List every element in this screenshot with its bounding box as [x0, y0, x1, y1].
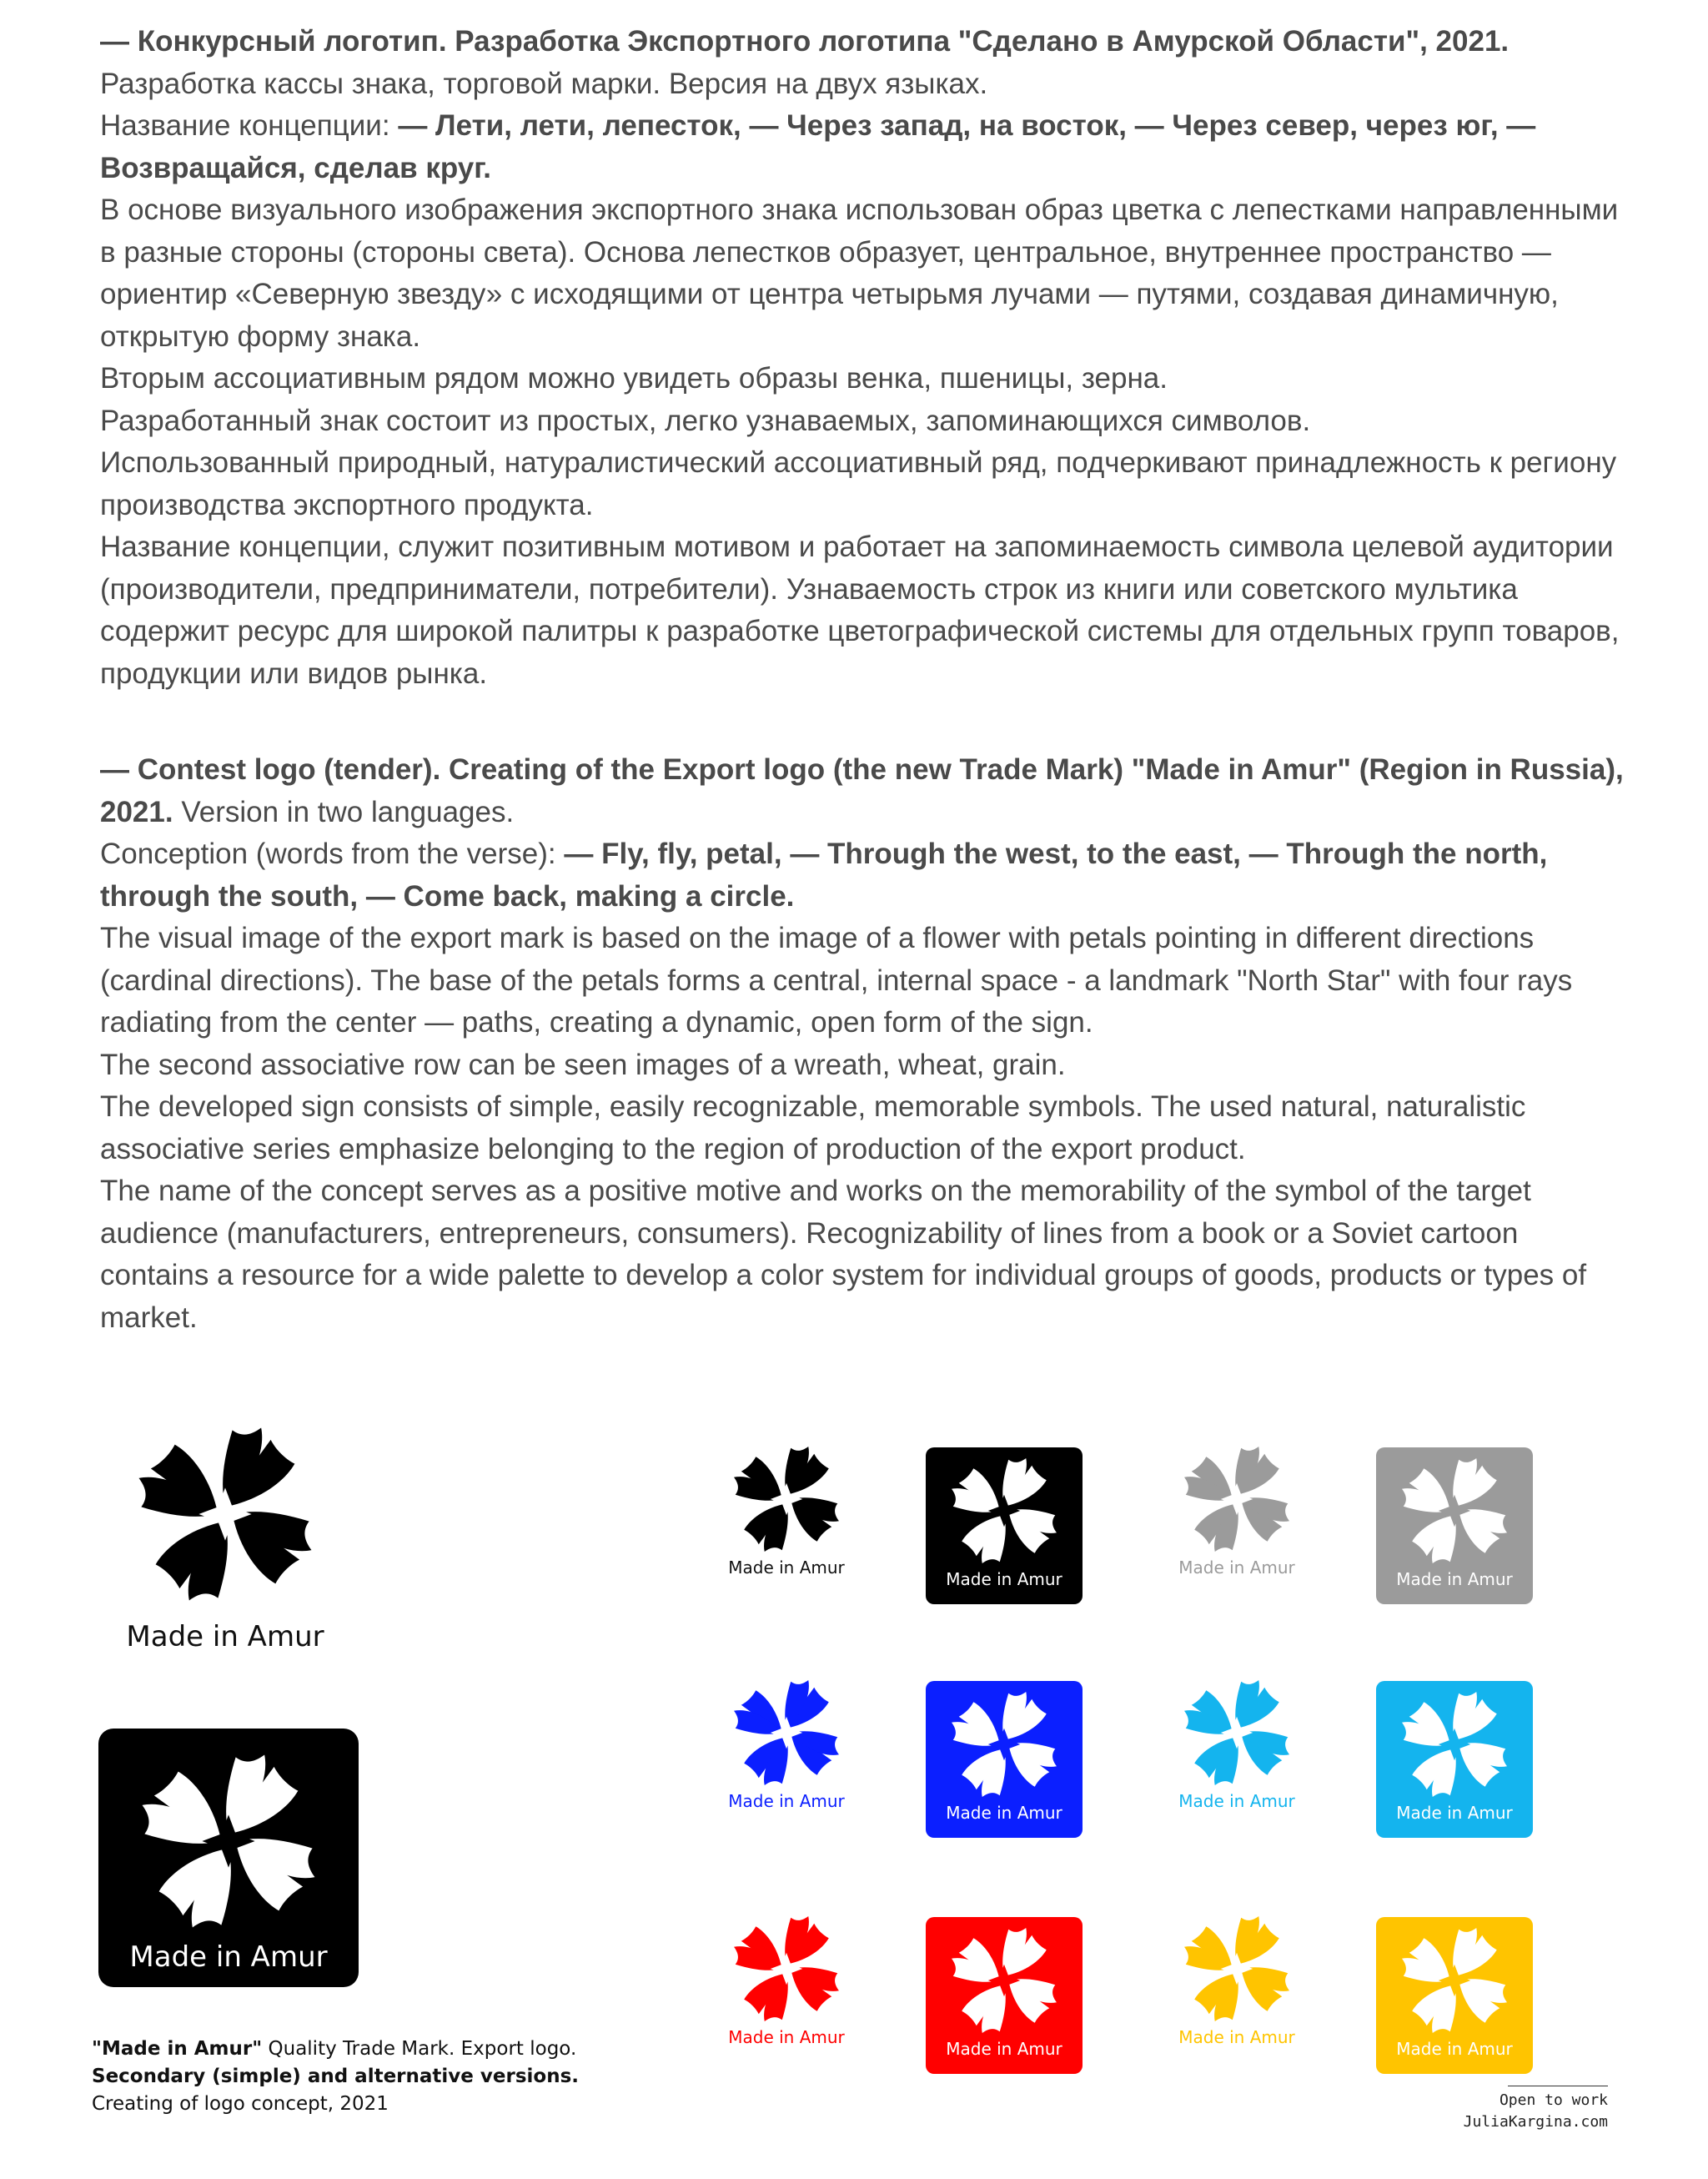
- logo-tile-black: [926, 1447, 1083, 1604]
- english-description: [100, 749, 1626, 1339]
- logo-variant-cyan: [1174, 1674, 1299, 1811]
- logo-caption: [92, 2036, 579, 2118]
- logo-tile-cyan: [1376, 1681, 1533, 1838]
- logo-label: Made in Amur: [1396, 1569, 1513, 1589]
- en-heading: — Contest logo (tender). Creating of the Export logo (the new Trade Mark) "Made in Amur" (Region in Russia), 2021. Version in two languages.: [100, 753, 1624, 828]
- flower-logo-icon: [1178, 1910, 1295, 2027]
- ru-paragraph-2: Вторым ассоциативным рядом можно увидеть образы венка, пшеницы, зерна.: [100, 362, 1168, 395]
- caption-line-2: Secondary (simple) and alternative versions.: [92, 2066, 580, 2087]
- flower-logo-icon: [1178, 1674, 1295, 1791]
- ru-paragraph-4: Использованный природный, натуралистический ассоциативный ряд, подчеркивают принадлежность к региону производства экспортного продукта.: [100, 446, 1617, 521]
- ru-paragraph-3: Разработанный знак состоит из простых, легко узнаваемых, запоминающихся символов.: [100, 404, 1311, 437]
- caption-line-3: Creating of logo concept, 2021: [92, 2093, 389, 2115]
- flower-logo-icon: [1396, 1452, 1513, 1569]
- ru-concept-label: Название концепции:: [100, 109, 390, 142]
- website-link[interactable]: JuliaKargina.com: [1463, 2113, 1608, 2131]
- logo-label: Made in Amur: [129, 1940, 328, 1974]
- logo-tile-gray: [1376, 1447, 1533, 1604]
- logo-tile-blue: [926, 1681, 1083, 1838]
- en-paragraph-3: The developed sign consists of simple, easily recognizable, memorable symbols. The used natural, naturalistic associative series emphasize belonging to the region of production of the export product.: [100, 1090, 1526, 1165]
- ru-concept: [100, 105, 1626, 189]
- en-concept-label: Conception (words from the verse):: [100, 838, 556, 870]
- en-concept: [100, 833, 1626, 918]
- flower-logo-icon: [1396, 1686, 1513, 1803]
- logo-label: Made in Amur: [946, 2039, 1062, 2059]
- flower-logo-icon: [946, 1922, 1062, 2039]
- ru-paragraph-5: Название концепции, служит позитивным мотивом и работает на запоминаемость символа целевой аудитории (производители, предприниматели, потребители). Узнаваемость строк из книги или советского мультика содержит ресурс для широкой палитры к разработке цветографической системы для отдельных групп товаров, продукции или видов рынка.: [100, 531, 1620, 690]
- open-to-work-label: Open to work: [1499, 2091, 1608, 2109]
- en-paragraph-1: The visual image of the export mark is based on the image of a flower with petals pointing in different directions (cardinal directions). The base of the petals forms a central, internal space - a landmark "North Star" with four rays radiating from the center — paths, creating a dynamic, open form of the sign.: [100, 922, 1573, 1039]
- logo-label: Made in Amur: [728, 1558, 845, 1578]
- logo-label: Made in Amur: [728, 2027, 845, 2047]
- ru-paragraph-1: В основе визуального изображения экспортного знака использован образ цветка с лепестками направленными в разные стороны (стороны света). Основа лепестков образует, центральное, внутреннее пространство — ориентир «Северную звезду» с исходящими от центра четырьмя лучами — путями, создавая динамичную, открытую форму знака.: [100, 194, 1619, 353]
- en-paragraph-2: The second associative row can be seen images of a wreath, wheat, grain.: [100, 1048, 1066, 1081]
- logo-variant-black: [724, 1441, 849, 1578]
- logo-label: Made in Amur: [126, 1620, 324, 1653]
- flower-logo-icon: [1178, 1441, 1295, 1558]
- logo-label: Made in Amur: [1396, 1803, 1513, 1823]
- logo-variant-blue: [724, 1674, 849, 1811]
- primary-square-logo: [98, 1729, 359, 1987]
- logo-label: Made in Amur: [728, 1791, 845, 1811]
- russian-description: [100, 21, 1626, 695]
- flower-logo-icon: [946, 1452, 1062, 1569]
- flower-logo-icon: [129, 1418, 321, 1610]
- flower-logo-icon: [946, 1686, 1062, 1803]
- logo-variant-red: [724, 1910, 849, 2047]
- en-concept-text: — Fly, fly, petal, — Through the west, to the east, — Through the north, through the south, — Come back, making a circle.: [100, 838, 1548, 913]
- logo-label: Made in Amur: [946, 1803, 1062, 1823]
- logo-variant-yellow: [1174, 1910, 1299, 2047]
- logo-tile-red: [926, 1917, 1083, 2074]
- logo-label: Made in Amur: [946, 1569, 1062, 1589]
- flower-logo-icon: [133, 1745, 324, 1937]
- logo-tile-yellow: [1376, 1917, 1533, 2074]
- ru-heading: — Конкурсный логотип. Разработка Экспортного логотипа "Сделано в Амурской Области", 2021.: [100, 25, 1510, 58]
- flower-logo-icon: [728, 1674, 845, 1791]
- flower-logo-icon: [1396, 1922, 1513, 2039]
- ru-concept-text: — Лети, лети, лепесток, — Через запад, на восток, — Через север, через юг, — Возвращайся, сделав круг.: [100, 109, 1536, 184]
- logo-label: Made in Amur: [1396, 2039, 1513, 2059]
- caption-line-1: "Made in Amur" Quality Trade Mark. Export logo.: [92, 2038, 577, 2060]
- flower-logo-icon: [728, 1441, 845, 1558]
- logo-label: Made in Amur: [1178, 2027, 1295, 2047]
- flower-logo-icon: [728, 1910, 845, 2027]
- footer-credit: [1464, 2086, 1608, 2133]
- primary-logo: [125, 1418, 325, 1653]
- logo-label: Made in Amur: [1178, 1558, 1295, 1578]
- logo-variant-gray: [1174, 1441, 1299, 1578]
- ru-subtitle: Разработка кассы знака, торговой марки. Версия на двух языках.: [100, 67, 988, 100]
- en-paragraph-4: The name of the concept serves as a positive motive and works on the memorability of the symbol of the target audience (manufacturers, entrepreneurs, consumers). Recognizability of lines from a book or a Soviet cartoon contains a resource for a wide palette to develop a color system for individual groups of goods, products or types of market.: [100, 1175, 1587, 1334]
- logo-label: Made in Amur: [1178, 1791, 1295, 1811]
